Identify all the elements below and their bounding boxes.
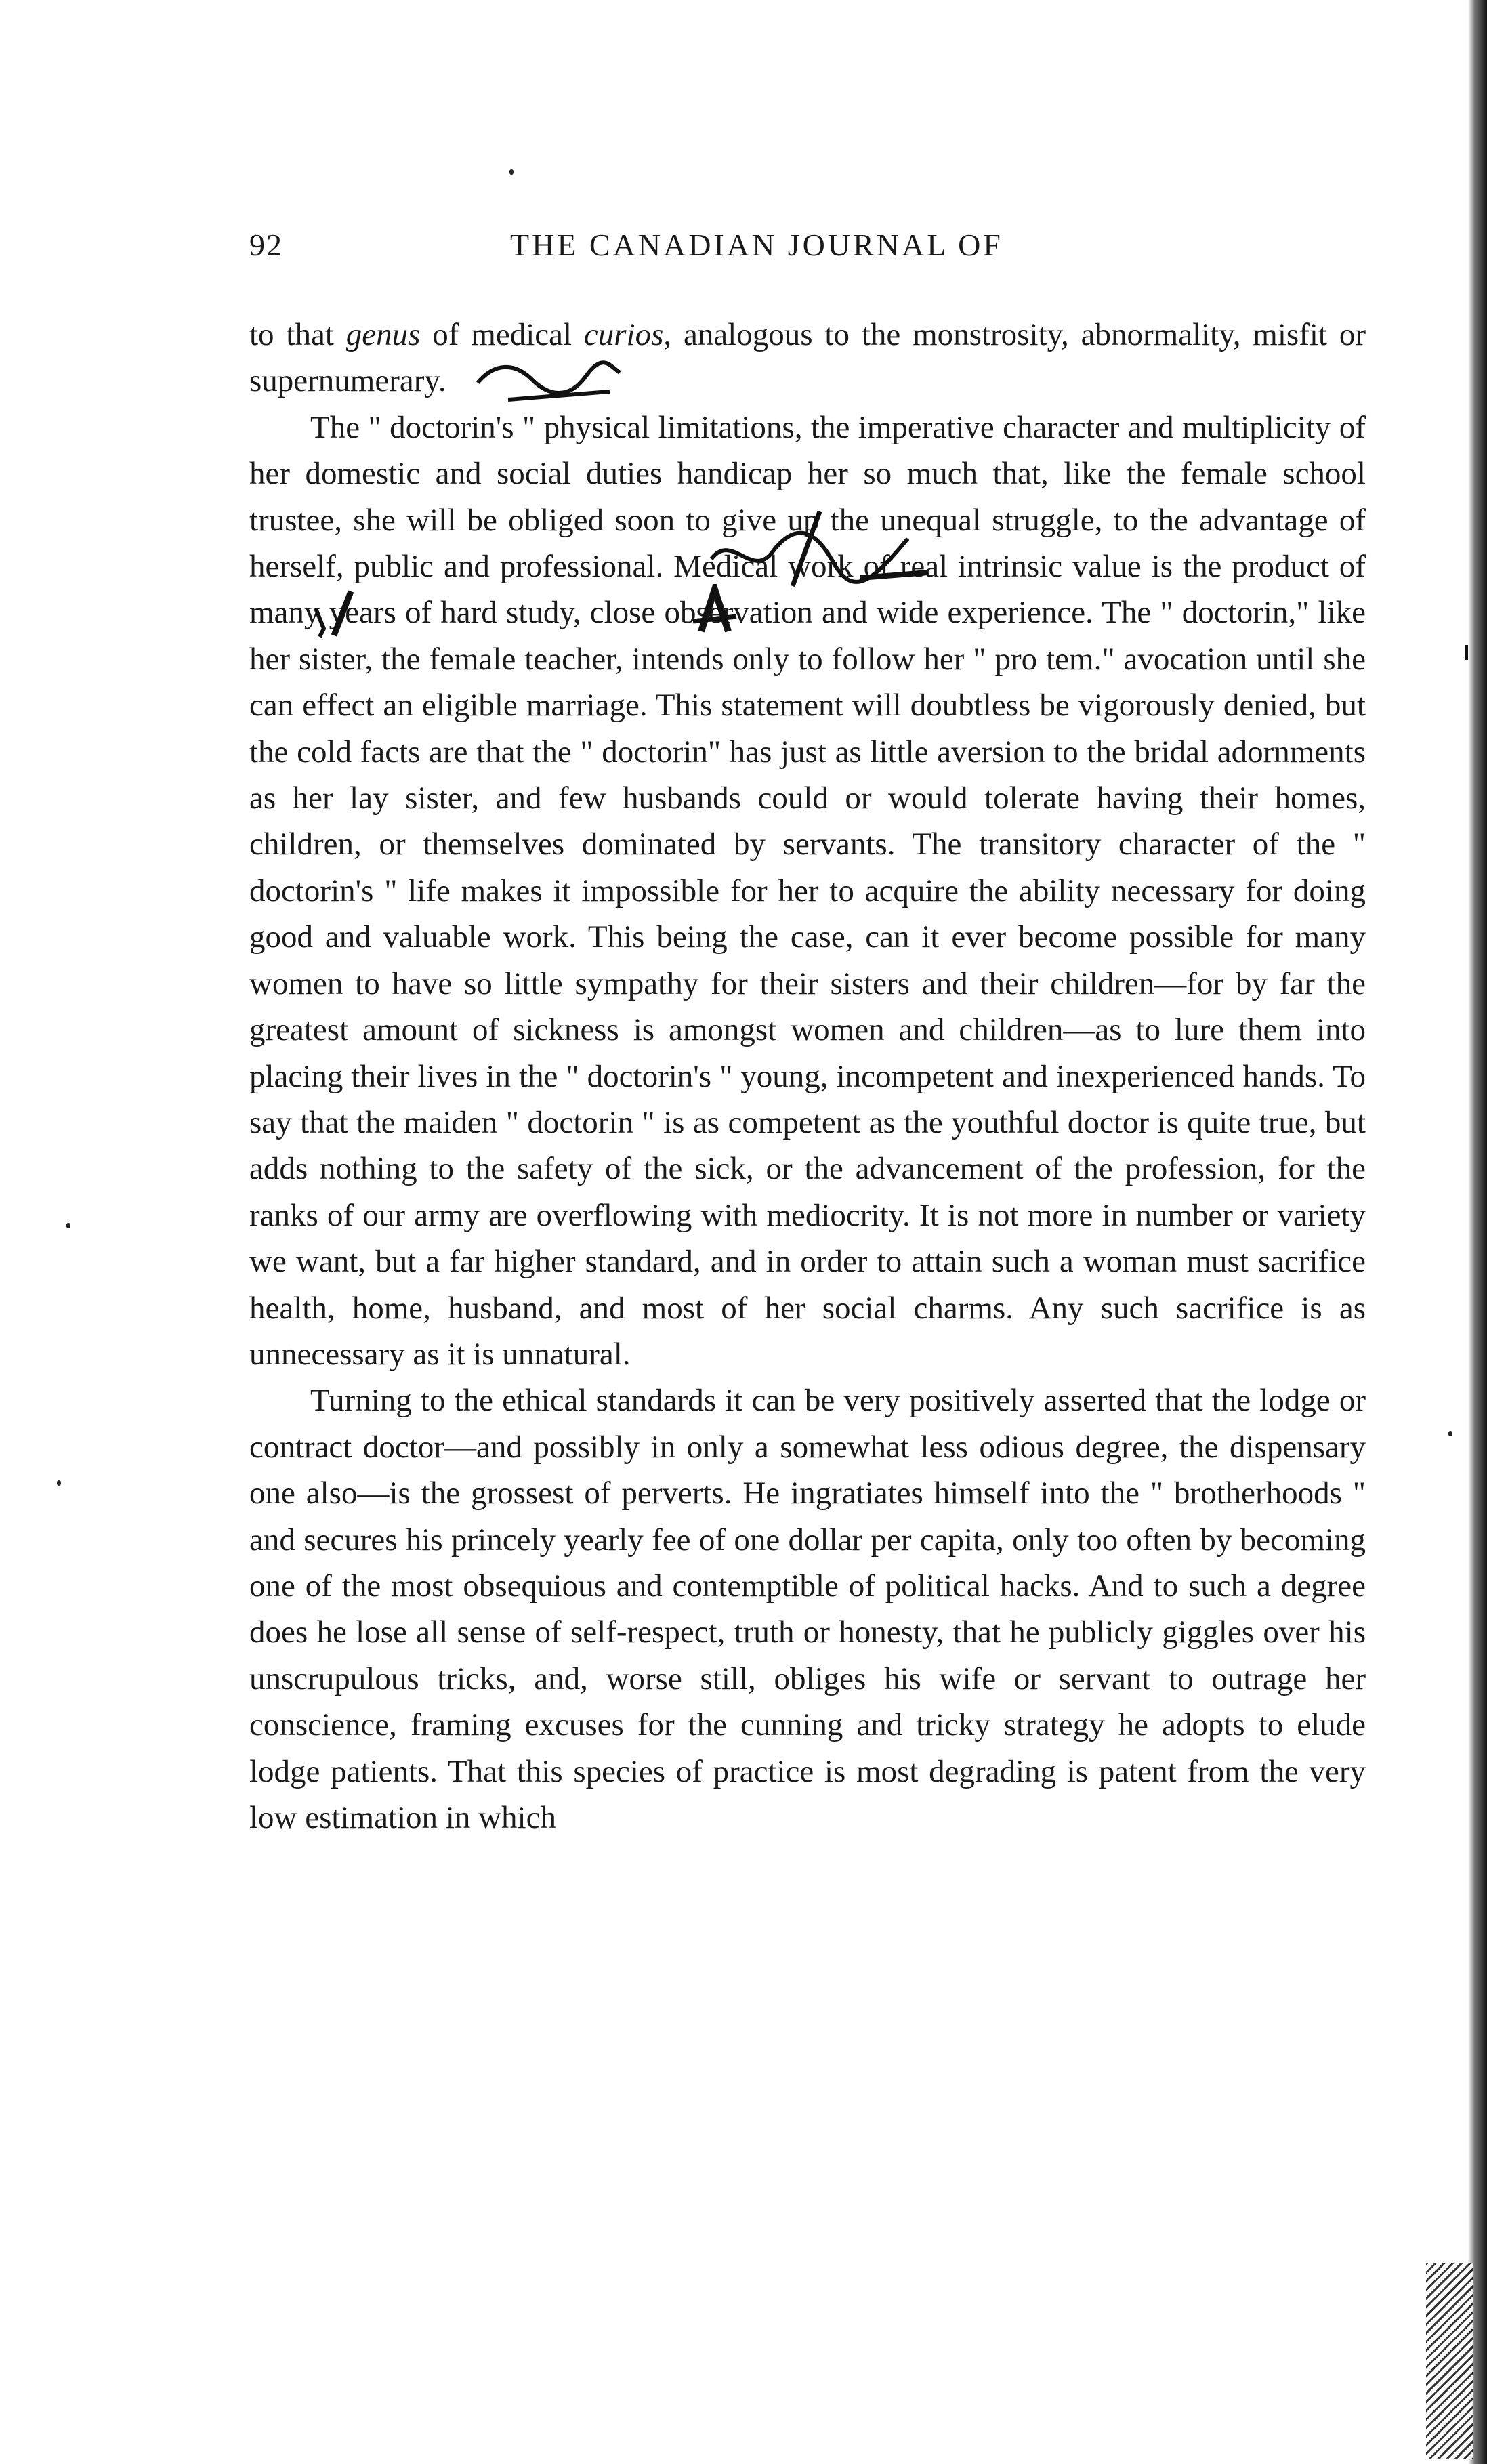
ink-speck (66, 1223, 70, 1228)
journal-title: THE CANADIAN JOURNAL OF (510, 228, 1003, 262)
p1-text-b: of medical (420, 317, 584, 352)
ink-speck (509, 169, 514, 175)
binding-shadow (1426, 2263, 1473, 2459)
p1-curios: curios (583, 317, 664, 352)
p1-genus: genus (345, 317, 421, 352)
book-binding-edge (1468, 0, 1487, 2464)
page-number: 92 (249, 228, 283, 262)
paragraph-1 (249, 312, 1366, 404)
p1-text-a: to that (249, 317, 346, 352)
paragraph-2: The " doctorin's " physical limitations, the imperative character and multiplicity of her domestic and social duties handicap her so much that, like the female school trustee, she will be obliged soon to give up the unequal struggle, to the advantage of herself, public and professional. Medical work of real intrinsic value is the product of many years of hard study, close observation and wide experience. The " doctorin," like her sister, the female teacher, intends only to follow her " pro tem." avocation until she can effect an eligible marriage. This statement will doubtless be vigorously denied, but the cold facts are that the " doctorin" has just as little aversion to the bridal adornments as her lay sister, and few husbands could or would tolerate having their homes, children, or themselves dominated by servants. The transitory character of the " doctorin's " life makes it impossible for her to acquire the ability necessary for doing good and valuable work. This being the case, can it ever become possible for many women to have so little sympathy for their sisters and their children—for by far the greatest amount of sickness is amongst women and children—as to lure them into placing their lives in the " doctorin's " young, incompetent and inexperienced hands. To say that the maiden " doctorin " is as competent as the youthful doctor is quite true, but adds nothing to the safety of the sick, or the advancement of the profession, for the ranks of our army are overflowing with mediocrity. It is not more in number or variety we want, but a far higher standard, and in order to attain such a woman must sacrifice health, home, husband, and most of her social charms. Any such sacrifice is as unnecessary as it is unnatural. (249, 409, 1366, 1372)
paragraph-3: Turning to the ethical standards it can be very positively asserted that the lodge or contract doctor—and possibly in only a somewhat less odious degree, the dispensary one also—is the grossest of perverts. He ingratiates himself into the " brotherhoods " and secures his princely yearly fee of one dollar per capita, only too often by becoming one of the most obsequious and contemptible of political hacks. And to such a degree does he lose all sense of self-respect, truth or honesty, that he publicly giggles over his unscrupulous tricks, and, worse still, obliges his wife or servant to outrage her conscience, framing excuses for the cunning and tricky strategy he adopts to elude lodge patients. That this species of practice is most degrading is patent from the very low estimation in which (249, 1383, 1366, 1835)
ink-speck (57, 1480, 61, 1486)
running-head (249, 227, 1401, 268)
ink-speck (1448, 1431, 1452, 1436)
article-body (249, 312, 1366, 1841)
p1-text-c: , analogous to the monstrosity, abnormality, misfit or supernumerary. (249, 317, 1366, 399)
